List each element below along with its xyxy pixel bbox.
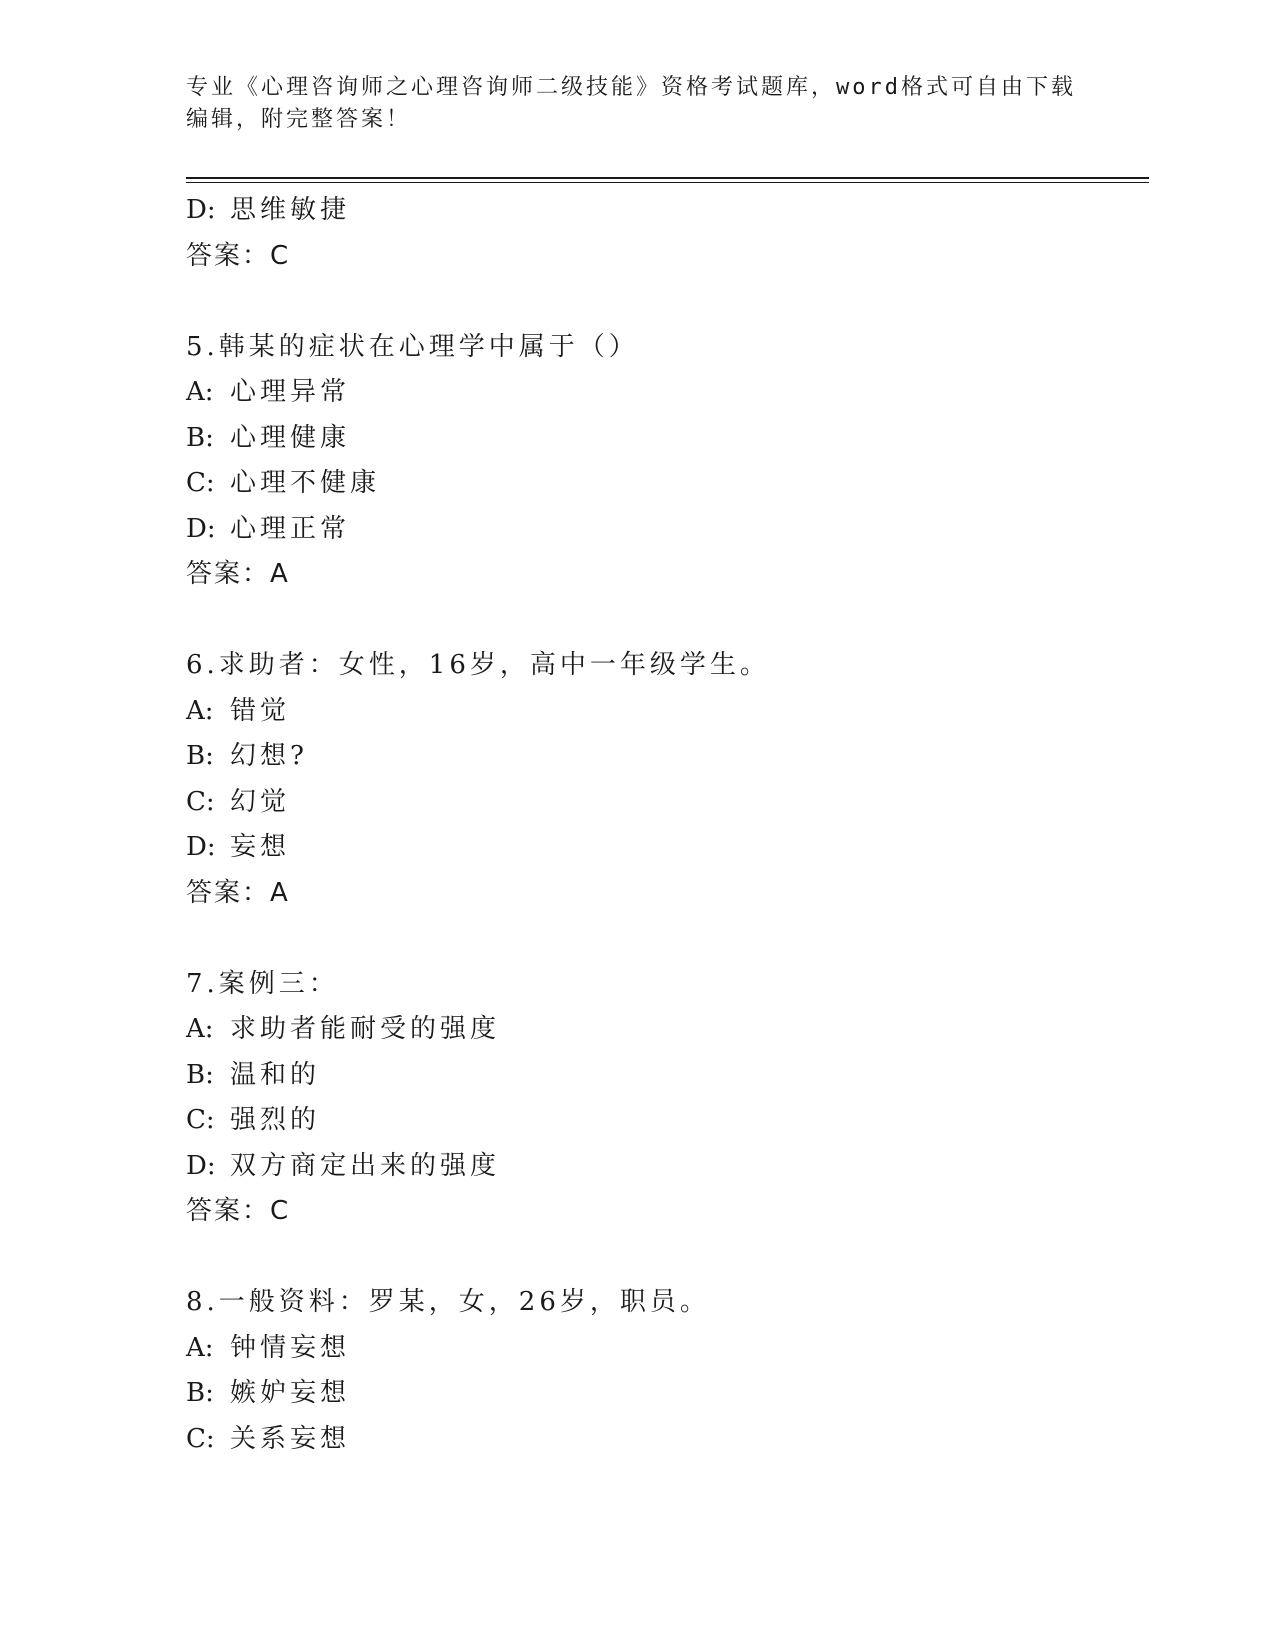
option-row — [186, 1144, 1146, 1190]
option-key: D: — [186, 832, 216, 862]
option-row — [186, 370, 1146, 416]
question-stem: 5.韩某的症状在心理学中属于（） — [186, 331, 639, 362]
spacer — [186, 916, 1146, 962]
option-row — [186, 689, 1146, 735]
option-key: C: — [186, 1423, 215, 1454]
option-row — [186, 1053, 1146, 1099]
option-key: C: — [186, 468, 215, 498]
option-text: 错觉 — [230, 695, 291, 726]
option-key: A: — [186, 1014, 214, 1044]
option-text: 双方商定出来的强度 — [230, 1150, 501, 1181]
option-text: 幻想? — [230, 741, 308, 771]
option-text: 嫉妒妄想 — [230, 1378, 351, 1408]
option-row — [186, 507, 1146, 553]
question-stem: 8.一般资料：罗某，女，26岁，职员。 — [186, 1287, 710, 1317]
option-text: 幻觉 — [230, 786, 291, 817]
option-text: 强烈的 — [230, 1105, 321, 1135]
option-key: B: — [186, 422, 214, 453]
answer-line: 答案：C — [186, 1196, 291, 1226]
question-stem: 7.案例三： — [186, 968, 339, 999]
option-key: C: — [186, 786, 215, 817]
option-key: B: — [186, 1059, 214, 1090]
option-row — [186, 1417, 1146, 1463]
option-row — [186, 1326, 1146, 1372]
option-text: 心理不健康 — [230, 468, 381, 498]
spacer — [186, 598, 1146, 644]
option-key: A: — [186, 377, 214, 407]
option-key: A: — [186, 695, 214, 726]
header-line-1: 专业《心理咨询师之心理咨询师二级技能》资格考试题库，word格式可自由下载 — [186, 75, 1076, 100]
option-text: 思维敏捷 — [230, 195, 351, 225]
option-text: 心理健康 — [230, 422, 351, 453]
option-text: 妄想 — [230, 832, 291, 862]
option-row — [186, 461, 1146, 507]
header-line-2: 编辑，附完整答案！ — [186, 107, 412, 132]
option-row — [186, 1007, 1146, 1053]
option-key: A: — [186, 1332, 214, 1363]
option-text: 心理异常 — [230, 377, 351, 407]
option-row — [186, 188, 1146, 234]
header-divider-thick — [186, 177, 1149, 179]
option-row — [186, 1098, 1146, 1144]
option-text: 心理正常 — [230, 513, 351, 544]
document-header — [186, 72, 1086, 136]
option-row — [186, 734, 1146, 780]
question-stem: 6.求助者：女性，16岁，高中一年级学生。 — [186, 650, 770, 680]
option-text: 温和的 — [230, 1059, 321, 1090]
option-row — [186, 416, 1146, 462]
answer-line: 答案：A — [186, 559, 290, 589]
option-row — [186, 825, 1146, 871]
header-divider-thin — [186, 182, 1149, 183]
spacer — [186, 1235, 1146, 1281]
option-key: D: — [186, 195, 216, 225]
option-text: 求助者能耐受的强度 — [230, 1014, 501, 1044]
option-key: D: — [186, 513, 216, 544]
question-list — [186, 188, 1146, 1462]
option-text: 关系妄想 — [230, 1423, 351, 1454]
option-row — [186, 780, 1146, 826]
option-key: B: — [186, 1378, 214, 1408]
answer-line: 答案：C — [186, 240, 291, 271]
option-text: 钟情妄想 — [230, 1332, 351, 1363]
option-key: D: — [186, 1150, 216, 1181]
spacer — [186, 279, 1146, 325]
option-key: C: — [186, 1105, 215, 1135]
option-key: B: — [186, 741, 214, 771]
option-row — [186, 1371, 1146, 1417]
answer-line: 答案：A — [186, 877, 290, 908]
